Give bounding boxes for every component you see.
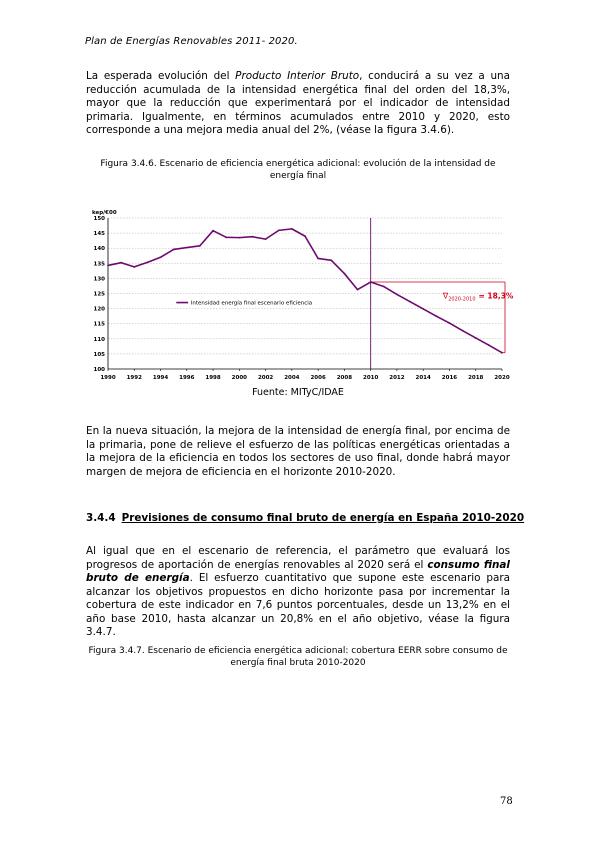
section-title: Previsiones de consumo final bruto de energía en España 2010-2020 bbox=[121, 512, 525, 524]
chart-grid bbox=[108, 218, 502, 354]
figure-caption-3-4-6: Figura 3.4.6. Escenario de eficiencia energética adicional: evolución de la intensidad de energía final bbox=[100, 159, 496, 181]
x-tick-label: 1996 bbox=[179, 375, 195, 381]
x-axis-ticks bbox=[100, 369, 509, 381]
paragraph-consumo-final: Al igual que en el escenario de referencia, el parámetro que evaluará los progresos de aportación de energías renovables al 2020 será el consumo final bruto de energía. El esfuerzo cuantitativo que supone este escenario para alcanzar los objetivos propuestos en dicho horizonte pasa por incrementar la cobertura de este indicador en 7,6 puntos porcentuales, desde un 13,2% en el año base 2010, hasta alcanzar un 20,8% en el año objetivo, véase la figura 3.4.7. bbox=[86, 545, 510, 638]
paragraph-gdp-intensity: La esperada evolución del Producto Interior Bruto, conducirá a su vez a una reducción acumulada de la intensidad energética final del orden del 18,3%, mayor que la reducción que experimentará por el indicador de intensidad primaria. Igualmente, en términos acumulados entre 2010 y 2020, esto corresponde a una mejora media anual del 2%, (véase la figura 3.4.6). bbox=[86, 70, 510, 136]
intensity-line-chart bbox=[80, 203, 520, 385]
data-point bbox=[265, 238, 267, 240]
data-point bbox=[199, 245, 201, 247]
data-point bbox=[173, 249, 175, 251]
y-axis-ticks bbox=[94, 216, 106, 373]
data-point bbox=[435, 315, 437, 317]
data-point bbox=[304, 235, 306, 237]
data-point bbox=[186, 247, 188, 249]
annotation-value: = 18,3% bbox=[478, 291, 514, 301]
y-tick-label: 105 bbox=[93, 351, 105, 358]
x-tick-label: 1998 bbox=[205, 375, 221, 381]
data-point bbox=[396, 294, 398, 296]
running-header: Plan de Energías Renovables 2011- 2020. bbox=[85, 36, 298, 47]
data-point bbox=[120, 262, 122, 264]
figure-caption-3-4-7: Figura 3.4.7. Escenario de eficiencia energética adicional: cobertura EERR sobre consumo de energía final bruta 2010-2020 bbox=[88, 646, 508, 668]
x-tick-label: 2004 bbox=[284, 375, 300, 381]
x-tick-label: 2002 bbox=[257, 375, 274, 381]
data-point bbox=[357, 289, 359, 291]
data-point bbox=[330, 259, 332, 261]
data-point bbox=[344, 273, 346, 275]
x-tick-label: 2016 bbox=[441, 375, 458, 381]
paragraph-new-situation: En la nueva situación, la mejora de la intensidad de energía final, por encima de la primaria, pone de relieve el esfuerzo de las políticas energéticas orientadas a la mejora de la eficiencia en todos los sectores de uso final, donde habrá mayor margen de mejora de eficiencia en el horizonte 2010-2020. bbox=[86, 425, 510, 478]
data-point bbox=[449, 322, 451, 324]
reduction-annotation bbox=[442, 291, 514, 302]
section-number: 3.4.4 bbox=[86, 512, 116, 524]
y-tick-label: 130 bbox=[93, 276, 105, 283]
y-axis-label: kep/€00 bbox=[92, 210, 117, 216]
x-tick-label: 2010 bbox=[363, 375, 379, 381]
x-tick-label: 2012 bbox=[389, 375, 405, 381]
y-tick-label: 100 bbox=[93, 367, 105, 373]
data-point bbox=[317, 258, 319, 260]
data-point bbox=[422, 308, 424, 310]
data-point bbox=[147, 261, 149, 263]
data-point bbox=[160, 256, 162, 258]
x-tick-label: 2000 bbox=[231, 375, 247, 381]
x-tick-label: 2018 bbox=[468, 375, 484, 381]
y-tick-label: 140 bbox=[93, 246, 105, 253]
y-tick-label: 135 bbox=[93, 261, 105, 268]
x-tick-label: 2014 bbox=[415, 375, 431, 381]
x-tick-label: 2006 bbox=[310, 375, 326, 381]
data-point bbox=[133, 266, 135, 268]
data-point bbox=[291, 228, 293, 230]
y-tick-label: 150 bbox=[93, 216, 105, 222]
data-point bbox=[107, 265, 109, 267]
x-tick-label: 2020 bbox=[494, 375, 510, 381]
data-point bbox=[212, 230, 214, 232]
emphasis-consumo-final: consumo final bruto de energía bbox=[86, 558, 510, 584]
x-tick-label: 1994 bbox=[152, 375, 169, 381]
y-tick-label: 110 bbox=[93, 336, 105, 343]
x-tick-label: 1990 bbox=[100, 375, 116, 381]
data-point bbox=[409, 301, 411, 303]
legend-label: Intensidad energía final escenario eficiencia bbox=[190, 300, 313, 307]
figure-source: Fuente: MITyC/IDAE bbox=[252, 387, 344, 398]
data-point bbox=[462, 330, 464, 332]
data-point bbox=[225, 236, 227, 238]
x-tick-label: 2008 bbox=[336, 375, 353, 381]
chart-legend bbox=[176, 300, 312, 307]
data-point bbox=[252, 236, 254, 238]
data-point bbox=[488, 344, 490, 346]
data-point bbox=[238, 237, 240, 239]
data-point bbox=[383, 286, 385, 288]
data-point bbox=[370, 281, 372, 283]
emphasis-pib: Producto Interior Bruto bbox=[235, 70, 360, 82]
y-tick-label: 120 bbox=[93, 306, 105, 313]
annotation-subscript: 2020-2010 bbox=[448, 296, 476, 303]
data-point bbox=[278, 229, 280, 231]
data-point bbox=[475, 337, 477, 339]
y-tick-label: 125 bbox=[93, 291, 105, 298]
data-point bbox=[501, 352, 503, 354]
y-tick-label: 145 bbox=[93, 231, 105, 238]
nabla-symbol: ∇ bbox=[442, 291, 449, 301]
section-heading-3-4-4 bbox=[86, 512, 524, 524]
page-number: 78 bbox=[500, 796, 513, 807]
x-tick-label: 1992 bbox=[126, 375, 142, 381]
y-tick-label: 115 bbox=[93, 321, 105, 328]
